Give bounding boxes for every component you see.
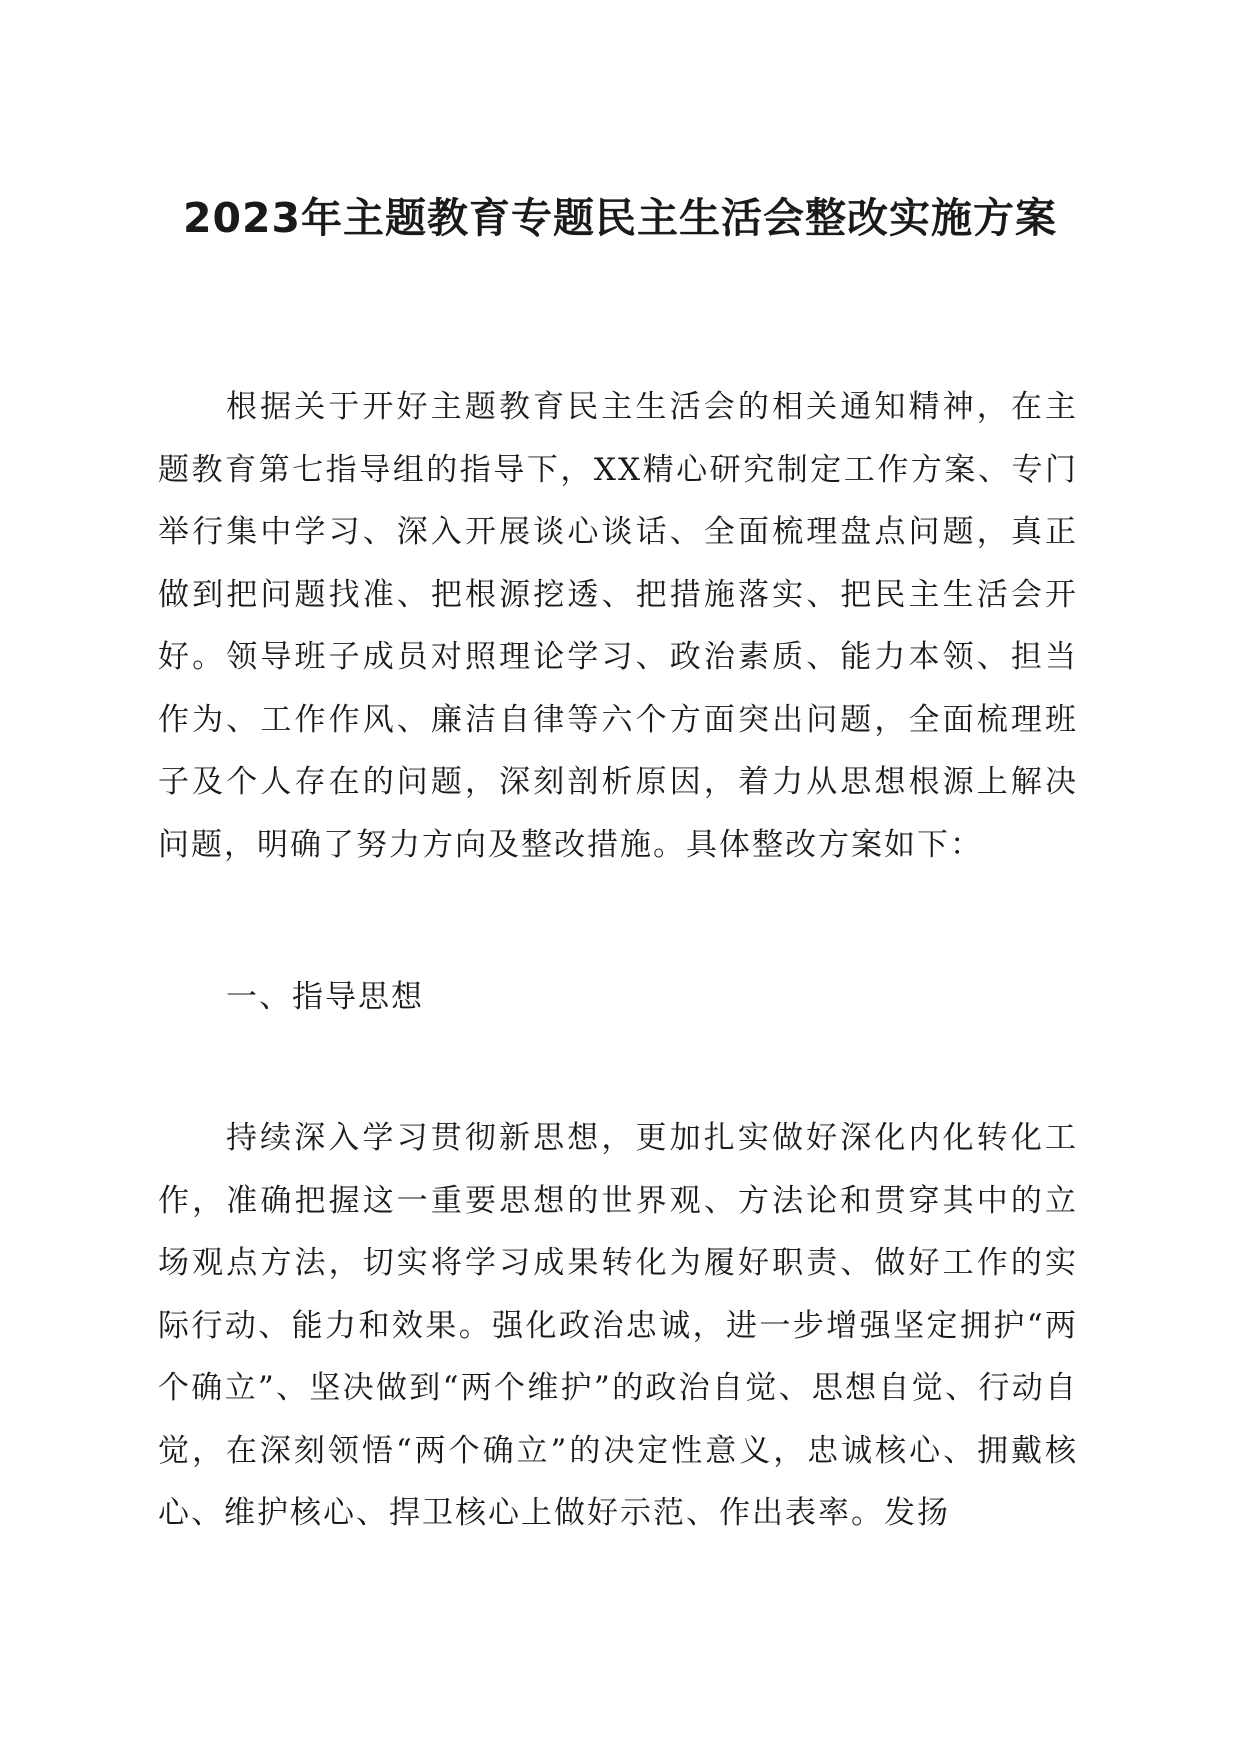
section-heading-guiding-ideology: 一、指导思想	[226, 979, 424, 1015]
intro-paragraph: 根据关于开好主题教育民主生活会的相关通知精神，在主题教育第七指导组的指导下，XX精心研究制定工作方案、专门举行集中学习、深入开展谈心谈话、全面梳理盘点问题，真正做到把问题找准、把根源挖透、把措施落实、把民主生活会开好。领导班子成员对照理论学习、政治素质、能力本领、担当作为、工作作风、廉洁自律等六个方面突出问题，全面梳理班子及个人存在的问题，深刻剖析原因，着力从思想根源上解决问题，明确了努力方向及整改措施。具体整改方案如下：	[158, 389, 1078, 863]
document-title: 2023年主题教育专题民主生活会整改实施方案	[182, 194, 1058, 242]
section-body-guiding-ideology: 持续深入学习贯彻新思想，更加扎实做好深化内化转化工作，准确把握这一重要思想的世界观、方法论和贯穿其中的立场观点方法，切实将学习成果转化为履好职责、做好工作的实际行动、能力和效果。强化政治忠诚，进一步增强坚定拥护“两个确立”、坚决做到“两个维护”的政治自觉、思想自觉、行动自觉，在深刻领悟“两个确立”的决定性意义，忠诚核心、拥戴核心、维护核心、捍卫核心上做好示范、作出表率。发扬	[158, 1120, 1078, 1531]
